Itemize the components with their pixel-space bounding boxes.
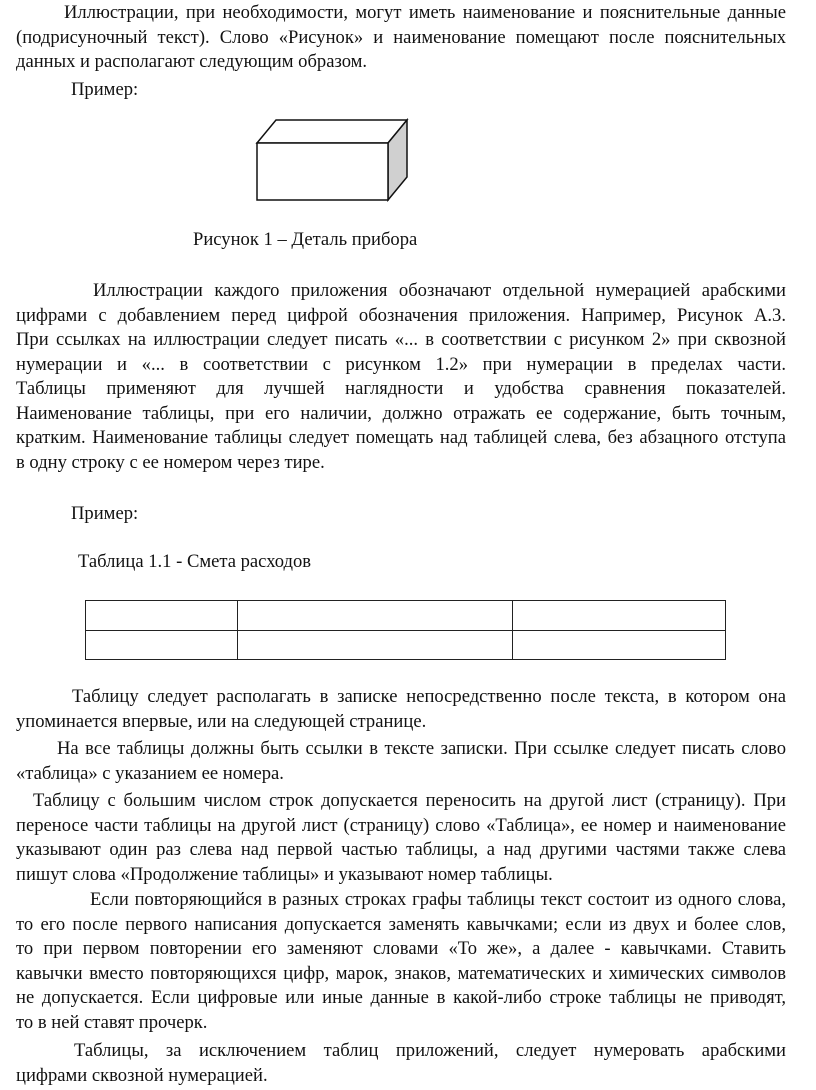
text-line: цифрами сквозной нумерацией.: [16, 1064, 268, 1086]
text-line: то его после первого написания допускается заменять кавычками; если из двух и более слов,: [16, 913, 786, 935]
text-line: На все таблицы должны быть ссылки в тексте записки. При ссылке следует писать слово: [57, 738, 786, 759]
paragraph: [16, 1039, 786, 1088]
paragraph: [16, 502, 786, 527]
text-line: пишут слова «Продолжение таблицы» и указывают номер таблицы.: [16, 863, 553, 885]
text-line: не допускается. Если цифровые или иные данные в какой-либо строке таблицы не приводят,: [16, 987, 786, 1008]
paragraph: [16, 737, 786, 786]
table-row: [86, 601, 726, 631]
text-line: кавычки вместо повторяющихся цифр, марок, знаков, математических и химических символов: [16, 962, 786, 984]
sample-table: [85, 600, 726, 660]
text-line: нумерации и «... в соответствии с рисунком 1.2» при нумерации в пределах части.: [16, 353, 786, 375]
paragraph: [16, 1, 786, 75]
text-line: то в ней ставят прочерк.: [16, 1011, 208, 1033]
text-line: Иллюстрации, при необходимости, могут иметь наименование и пояснительные данные: [64, 2, 786, 23]
text-line: кратким. Наименование таблицы следует помещать над таблицей слева, без абзацного отступа: [16, 427, 786, 448]
text-line: Таблицы, за исключением таблиц приложений, следует нумеровать арабскими: [74, 1040, 786, 1061]
paragraph: [16, 78, 786, 103]
text-line: Пример:: [71, 79, 139, 100]
text-line: Таблицы применяют для лучшей наглядности и удобства сравнения показателей.: [16, 378, 786, 399]
text-line: Пример:: [71, 503, 139, 524]
text-line: Иллюстрации каждого приложения обозначают отдельной нумерацией арабскими: [93, 280, 786, 301]
text-line: При ссылках на иллюстрации следует писать «... в соответствии с рисунком 2» при сквозной: [16, 329, 786, 350]
text-line: цифрами с добавлением перед цифрой обозначения приложения. Например, Рисунок А.3.: [16, 304, 786, 326]
paragraph: [16, 888, 786, 1035]
figure-caption: Рисунок 1 – Деталь прибора: [193, 229, 418, 250]
text-line: переносе части таблицы на другой лист (страницу) слово «Таблица», ее номер и наименование: [16, 814, 786, 836]
table-caption: Таблица 1.1 - Смета расходов: [78, 551, 312, 572]
text-line: Если повторяющийся в разных строках графы таблицы текст состоит из одного слова,: [90, 889, 786, 910]
text-line: то при первом повторении его заменяют словами «То же», а далее - кавычками. Ставить: [16, 938, 786, 959]
text-line: указывают один раз слева над первой частью таблицы, а над другими частями также слева: [16, 839, 786, 860]
paragraph: [16, 279, 786, 475]
text-line: (подрисуночный текст). Слово «Рисунок» и наименование помещают после пояснительных: [16, 26, 786, 48]
text-line: упоминается впервые, или на следующей странице.: [16, 710, 427, 732]
text-line: «таблица» с указанием ее номера.: [16, 762, 284, 784]
text-line: Наименование таблицы, при его наличии, должно отражать ее содержание, быть точным,: [16, 402, 786, 424]
paragraph: [16, 685, 786, 734]
table-row: [86, 630, 726, 660]
box-figure: [240, 115, 415, 205]
text-line: данных и располагают следующим образом.: [16, 51, 368, 72]
text-line: Таблицу следует располагать в записке непосредственно после текста, в котором она: [72, 686, 786, 707]
paragraph: [16, 789, 786, 887]
text-line: Таблицу с большим числом строк допускается переносить на другой лист (страницу). При: [33, 790, 786, 811]
text-line: в одну строку с ее номером через тире.: [16, 451, 325, 473]
